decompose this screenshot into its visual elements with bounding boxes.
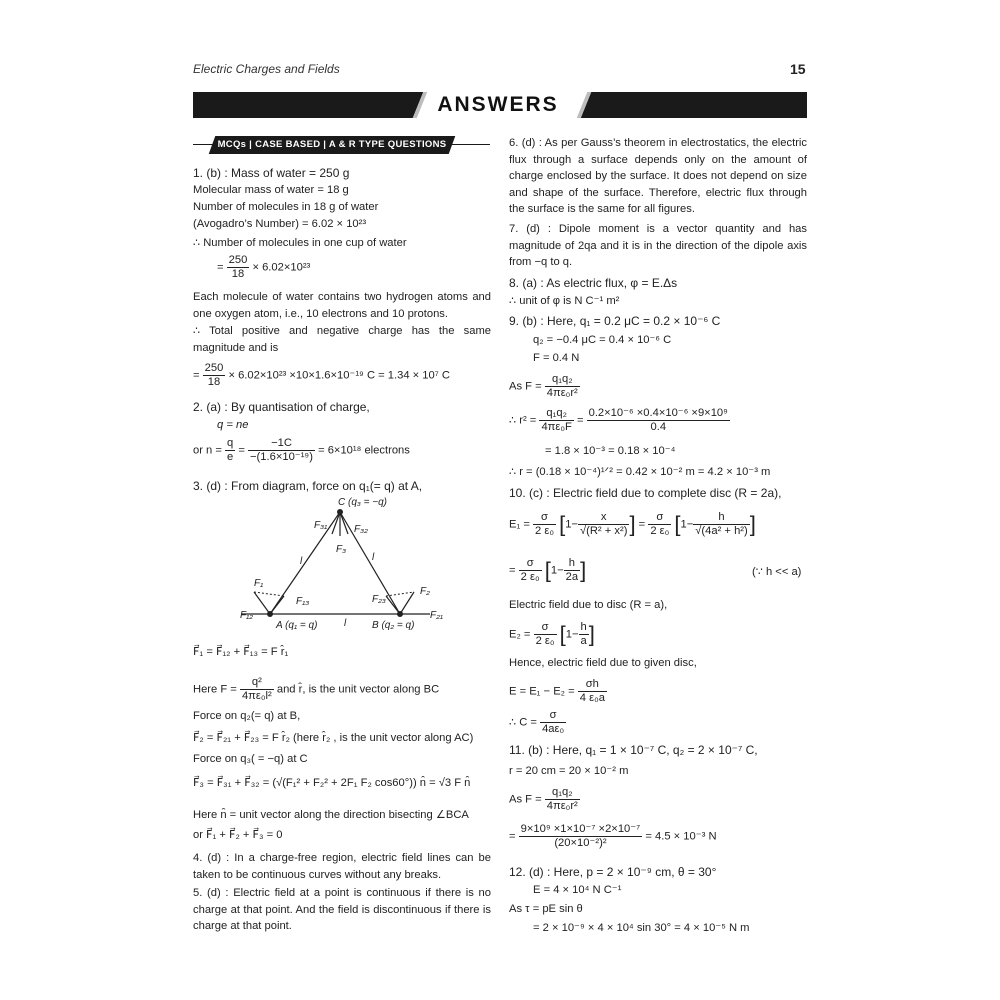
- page-number: 15: [790, 61, 806, 77]
- frac-num: q₁q₂: [545, 373, 580, 387]
- answer-1-line-f: Each molecule of water contains two hydrogen atoms and one oxygen atom, i.e., 10 electrons and 10 protons.: [193, 291, 491, 320]
- frac-num: h: [580, 621, 587, 633]
- label-l-right: l: [372, 552, 375, 563]
- frac-num: 250: [204, 362, 224, 374]
- frac-num: σ: [540, 709, 566, 723]
- expr-rest: = 4.5 × 10⁻³ N: [645, 830, 717, 843]
- expr-pre: As F =: [509, 793, 542, 806]
- answer-12-line-b: As τ = pE sin θ: [509, 903, 583, 915]
- answer-10-expr-2: = $\frac{\sigma}{\text{2 ε₀}}$ [1− $\frac{h}{2a}$ ]: [509, 557, 587, 583]
- answer-10-line-e: Hence, electric field due to given disc,: [509, 657, 697, 669]
- frac-den: 4 ε₀a: [579, 692, 605, 704]
- answers-banner-title: ANSWERS: [437, 93, 559, 116]
- answer-3-line-c: Force on q₂(= q) at B,: [193, 710, 301, 722]
- expr-pre: ∴ r² =: [509, 414, 537, 427]
- label-F2: F₂: [420, 586, 430, 597]
- expr-rest: = 6×10¹⁸ electrons: [318, 444, 410, 457]
- frac-num: 0.2×10⁻⁶ ×0.4×10⁻⁶ ×9×10⁹: [588, 407, 728, 419]
- answer-9-line-a: q₂ = −0.4 μC = 0.4 × 10⁻⁶ C: [533, 334, 672, 346]
- answer-10-line-c: Electric field due to disc (R = a),: [509, 599, 668, 611]
- frac-num: σh: [578, 678, 607, 692]
- answer-9-line-b: F = 0.4 N: [533, 352, 580, 364]
- answer-8: 8. (a) : As electric flux, φ = E.Δs: [509, 276, 678, 290]
- answer-9-line-e: = 1.8 × 10⁻³ = 0.18 × 10⁻⁴: [545, 445, 676, 457]
- answer-3-line-e: Force on q₃( = −q) at C: [193, 753, 308, 765]
- expr-pre: ∴ C =: [509, 716, 537, 729]
- answer-10-expr-5: [509, 709, 566, 736]
- frac-den: √(R² + x²): [579, 525, 628, 537]
- answer-12-line-a: E = 4 × 10⁴ N C⁻¹: [533, 884, 622, 896]
- answer-4: 4. (d) : In a charge-free region, electric field lines can be taken to be continuous curves without any breaks.: [193, 852, 491, 881]
- frac-num: σ: [534, 621, 557, 635]
- frac-den: 2 ε₀: [535, 635, 555, 647]
- force-triangle-diagram: [230, 494, 460, 634]
- answer-7: 7. (d) : Dipole moment is a vector quantity and has magnitude of 2qa and it is in the direction of the dipole axis from −q to q.: [509, 223, 807, 269]
- answer-3-line-h: or F⃗₁ + F⃗₂ + F⃗₃ = 0: [193, 829, 283, 841]
- frac-den: 0.4: [650, 421, 667, 433]
- answer-10-expr-4: [509, 678, 607, 705]
- frac-den: 18: [207, 376, 221, 388]
- label-B: B (q₂ = q): [372, 620, 415, 631]
- label-F13: F₁₃: [296, 596, 310, 607]
- frac-den: √(4a² + h²): [695, 525, 748, 537]
- frac-num: h: [564, 557, 580, 571]
- answer-6: 6. (d) : As per Gauss’s theorem in electrostatics, the electric flux through a surface depends only on the amount of charge enclosed by the surface. It does not depend on size and shape of the surface. Therefore, electric flux through the surface is the same for all figures.: [509, 137, 807, 216]
- answer-9-expr-1: [509, 373, 580, 400]
- frac-num: σ: [533, 511, 556, 525]
- answer-11: 11. (b) : Here, q₁ = 1 × 10⁻⁷ C, q₂ = 2 × 10⁻⁷ C,: [509, 743, 758, 757]
- label-F31: F₃₁: [314, 520, 328, 531]
- frac-den: 4aε₀: [542, 723, 565, 735]
- answer-1-line-b: Number of molecules in 18 g of water: [193, 201, 379, 213]
- answer-2: 2. (a) : By quantisation of charge,: [193, 400, 370, 414]
- expr-rest: × 6.02×10²³: [252, 261, 311, 274]
- frac-num: σ: [519, 557, 542, 571]
- frac-den: 2 ε₀: [535, 525, 554, 537]
- answer-2-expr: or n = $\frac{q}{e}$ = $\frac{-1C}{\text{−(1.6×10⁻¹⁹)}}$ = 6×10¹⁸ electrons: [193, 437, 410, 463]
- label-l-left: l: [300, 556, 303, 567]
- answer-8-line-a: ∴ unit of φ is N C⁻¹ m²: [509, 295, 620, 307]
- answer-1-line-a: Molecular mass of water = 18 g: [193, 184, 349, 196]
- frac-num: h: [693, 511, 749, 525]
- answer-9: 9. (b) : Here, q₁ = 0.2 μC = 0.2 × 10⁻⁶ C: [509, 314, 721, 328]
- frac-den: 18: [231, 268, 245, 280]
- answer-9-expr-2: ∴ r² = $\frac{\text{q₁q₂}}{\text{4πε₀F}}$ = $\frac{\text{0.2×10⁻⁶ ×0.4×10⁻⁶ ×9×10⁹}}{0.4}$: [509, 407, 728, 433]
- answer-12: 12. (d) : Here, p = 2 × 10⁻⁹ cm, θ = 30°: [509, 865, 717, 879]
- expr-rest: and r̂, is the unit vector along BC: [276, 683, 440, 696]
- frac-num: 9×10⁹ ×1×10⁻⁷ ×2×10⁻⁷: [520, 823, 641, 835]
- expr-pre: As F =: [509, 380, 542, 393]
- answer-11-expr-2: = $\frac{\text{9×10⁹ ×1×10⁻⁷ ×2×10⁻⁷}}{\text{(20×10⁻²)²}}$ = 4.5 × 10⁻³ N: [509, 823, 717, 849]
- expr-pre: E₂ =: [509, 628, 531, 641]
- label-A: A (q₁ = q): [276, 620, 318, 631]
- label-F12: F₁₂: [240, 610, 254, 621]
- answer-3: 3. (d) : From diagram, force on q₁(= q) at A,: [193, 479, 423, 493]
- frac-den: 2 ε₀: [520, 571, 540, 583]
- answer-1-line-c: (Avogadro’s Number) = 6.02 × 10²³: [193, 218, 367, 230]
- answer-12-line-c: = 2 × 10⁻⁹ × 4 × 10⁴ sin 30° = 4 × 10⁻⁵ N m: [533, 922, 750, 934]
- frac-num: q: [227, 437, 234, 449]
- expr-pre: or n =: [193, 444, 222, 457]
- answer-3-line-b: [193, 676, 439, 703]
- chapter-title: Electric Charges and Fields: [193, 62, 340, 76]
- frac-num: 250: [228, 254, 248, 266]
- answer-11-expr-1: [509, 786, 580, 813]
- answer-2-line-a: q = ne: [217, 419, 249, 431]
- label-l-bottom: l: [344, 618, 347, 629]
- frac-num: q²: [240, 676, 274, 690]
- expr-pre: E = E₁ − E₂ =: [509, 685, 575, 698]
- answer-1-line-g: ∴ Total positive and negative charge has the same magnitude and is: [193, 325, 491, 354]
- answer-10-note: (∵ h << a): [752, 566, 802, 578]
- frac-den: 4πε₀F: [541, 421, 572, 433]
- answer-10-expr-1: E₁ = $\frac{\sigma}{\text{2 ε₀}}$ [1− $\frac{x}{\text{√(R² + x²)}}$ ] = $\frac{\sigma}{\text{2 ε₀}}$ [1− $\frac{h}{\text{√(4a² + h²)}}$ ]: [509, 511, 756, 537]
- answer-3-line-g: Here n̂ = unit vector along the direction bisecting ∠BCA: [193, 809, 469, 821]
- answer-1-expr-2: = $\frac{250}{18}$ × 6.02×10²³ ×10×1.6×10⁻¹⁹ C = 1.34 × 10⁷ C: [193, 362, 450, 388]
- label-F32: F₃₂: [354, 524, 368, 535]
- answer-10-expr-3: E₂ = $\frac{\sigma}{\text{2 ε₀}}$ [1− $\frac{h}{a}$ ]: [509, 621, 595, 647]
- frac-den: 4πε₀r²: [546, 800, 578, 812]
- answer-10: 10. (c) : Electric field due to complete disc (R = 2a),: [509, 486, 782, 500]
- frac-den: −(1.6×10⁻¹⁹): [250, 451, 313, 463]
- section-label: MCQs | CASE BASED | A & R TYPE QUESTIONS: [217, 139, 447, 150]
- answer-11-line-a: r = 20 cm = 20 × 10⁻² m: [509, 765, 629, 777]
- expr-pre: Here F =: [193, 683, 237, 696]
- answer-9-line-f: ∴ r = (0.18 × 10⁻⁴)¹ᐟ² = 0.42 × 10⁻² m = 4.2 × 10⁻³ m: [509, 466, 771, 478]
- answer-1: 1. (b) : Mass of water = 250 g: [193, 166, 350, 180]
- label-F23: F₂₃: [372, 594, 386, 605]
- expr-pre: E₁ =: [509, 518, 530, 531]
- frac-num: q₁q₂: [539, 407, 573, 421]
- label-F1: F₁: [254, 578, 264, 589]
- frac-num: q₁q₂: [545, 786, 580, 800]
- answer-5: 5. (d) : Electric field at a point is continuous if there is no charge at that point. And the field is discontinuous if there is charge at that point.: [193, 887, 491, 933]
- answer-3-line-a: F⃗₁ = F⃗₁₂ + F⃗₁₃ = F r̂₁: [193, 646, 289, 658]
- answer-1-line-d: ∴ Number of molecules in one cup of water: [193, 237, 407, 249]
- frac-den: a: [580, 635, 587, 647]
- answer-1-expr-1: = $\frac{250}{18}$ × 6.02×10²³: [217, 254, 311, 280]
- label-F3: F₃: [336, 544, 347, 555]
- frac-den: 4πε₀r²: [546, 387, 578, 399]
- frac-den: e: [227, 451, 234, 463]
- answer-3-line-f: F⃗₃ = F⃗₃₁ + F⃗₃₂ = (√(F₁² + F₂² + 2F₁ F₂ cos60°)) n̂ = √3 F n̂: [193, 777, 471, 789]
- label-F21: F₂₁: [430, 610, 444, 621]
- label-C: C (q₃ = −q): [338, 497, 387, 508]
- frac-den: 4πε₀l²: [241, 690, 272, 702]
- frac-num: x: [578, 511, 629, 525]
- expr-rest: × 6.02×10²³ ×10×1.6×10⁻¹⁹ C = 1.34 × 10⁷ C: [228, 369, 450, 382]
- frac-den: (20×10⁻²)²: [554, 837, 607, 849]
- answer-3-line-d: F⃗₂ = F⃗₂₁ + F⃗₂₃ = F r̂₂ (here r̂₂ , is the unit vector along AC): [193, 732, 474, 744]
- frac-den: 2a: [565, 571, 579, 583]
- frac-num: −1C: [248, 437, 315, 451]
